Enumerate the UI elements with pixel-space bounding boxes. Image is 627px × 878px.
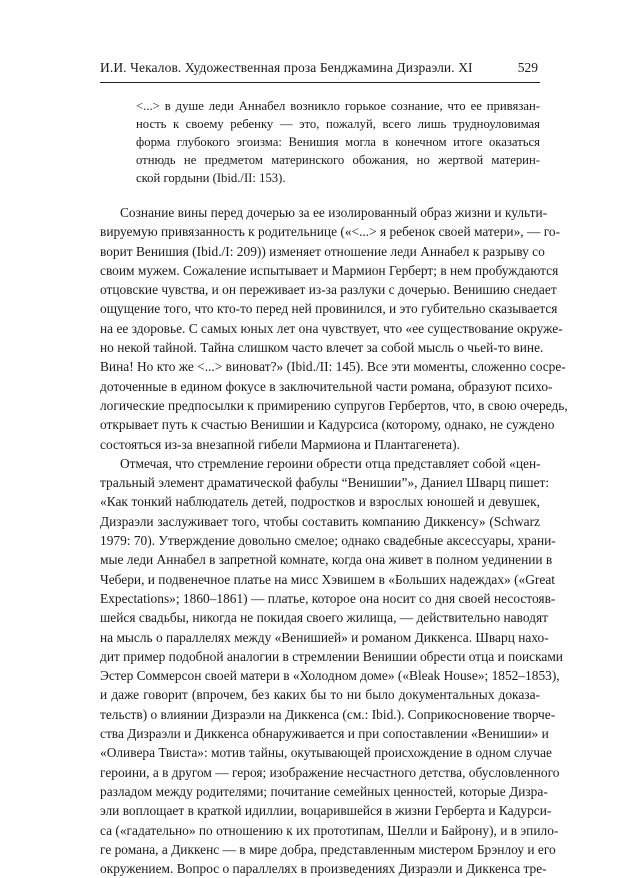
- running-title: И.И. Чекалов. Художественная проза Бенджамина Дизраэли. XI: [100, 60, 473, 75]
- text-line: отцовские чувства, и он переживает из-за разлуки с дочерью. Венишию снедает: [100, 282, 557, 298]
- text-line: Дизраэли заслуживает того, чтобы составить компанию Диккенсу» (Schwarz: [100, 513, 540, 529]
- text-line: Отмечая, что стремление героини обрести отца представляет собой «цен-: [120, 455, 541, 471]
- text-line: ощущение того, что кто-то перед ней провинился, и это губительно сказывается: [100, 301, 558, 317]
- header-rule: [100, 82, 540, 83]
- text-line: на ее здоровье. С самых юных лет она чувствует, что «ее существование окруже-: [100, 320, 563, 336]
- text-line: состояться из-за внезапной гибели Мармиона и Плантагенета).: [100, 436, 460, 452]
- text-line: открывает путь к счастью Венишии и Кадурсиса (которому, однако, не суждено: [100, 417, 555, 433]
- text-line: ность к своему ребенку — это, пожалуй, всего лишь трудноуловимая: [136, 117, 540, 131]
- text-line: героини, а в другом — героя; изображение несчастного детства, обусловленного: [100, 764, 560, 780]
- running-head: [100, 58, 538, 78]
- text-line: «Как тонкий наблюдатель детей, подростков и взрослых юношей и девушек,: [100, 494, 540, 510]
- text-line: са («гадательно» по отношению к их прототипам, Шелли и Байрону), и в эпило-: [100, 822, 559, 838]
- text-line: ской гордыни (Ibid./II: 153).: [136, 171, 286, 185]
- text-line: и даже говорит (впрочем, без каких бы то ни было документальных доказа-: [100, 687, 540, 703]
- text-line: на мысль о параллелях между «Венишией» и романом Диккенса. Шварц нахо-: [100, 629, 549, 645]
- text-line: вируемую привязанность к родительнице («<...> я ребенок своей матери», — го-: [100, 224, 561, 240]
- block-quote: [136, 97, 540, 187]
- body-text: [100, 97, 568, 878]
- text-line: тельств) о влиянии Дизраэли на Диккенса (см.: Ibid.). Соприкосновение творче-: [100, 706, 556, 722]
- text-line: ворит Венишия (Ibid./I: 209)) изменяет отношение леди Аннабел к разрыву со: [100, 243, 545, 259]
- text-line: своим мужем. Сожаление испытывает и Мармион Герберт; в нем пробуждаются: [100, 262, 559, 278]
- text-line: Чебери, и подвенечное платье на мисс Хэвишем в «Больших надеждах» («Great: [100, 571, 555, 587]
- text-line: доточенные в едином фокусе в заключительной части романа, образуют психо-: [100, 378, 553, 394]
- text-line: отнюдь не предметом материнского обожания, но жертвой материн-: [136, 153, 540, 167]
- text-line: шейся свадьбы, никогда не покидая своего жилища, — действительно наводят: [100, 610, 548, 626]
- paragraph-1: [100, 203, 568, 454]
- text-line: разладом между родителями; почитание семейных ценностей, которые Дизра-: [100, 783, 548, 799]
- text-line: «Оливера Твиста»: мотив тайны, окутывающей происхождение в одном случае: [100, 745, 552, 761]
- text-line: Сознание вины перед дочерью за ее изолированный образ жизни и культи-: [120, 205, 548, 220]
- text-line: мые леди Аннабел в запретной комнате, когда она живет в полном уединении в: [100, 552, 553, 568]
- text-line: Вина! Но кто же <...> виноват?» (Ibid./II: 145). Все эти моменты, сложенно сосре-: [100, 359, 566, 375]
- page-number: 529: [517, 60, 538, 75]
- paragraph-2: [100, 454, 563, 878]
- text-line: 1979: 70). Утверждение довольно смелое; однако свадебные аксессуары, храни-: [100, 533, 556, 549]
- text-line: дит пример подобной аналогии в стремлении Венишии обрести отца и поисками: [100, 648, 563, 664]
- text-line: эли воплощает в краткой идиллии, воцарившейся в жизни Герберта и Кадурси-: [100, 803, 552, 819]
- text-line: ства Дизраэли и Диккенса обнаруживается и при сопоставлении «Венишии» и: [100, 726, 549, 742]
- text-line: ге романа, а Диккенс — в мире добра, представленным мистером Брэнлоу и его: [100, 841, 556, 857]
- text-line: Эстер Соммерсон своей матери в «Холодном доме» («Bleak House»; 1852–1853),: [100, 668, 560, 684]
- text-line: <...> в душе леди Аннабел возникло горькое сознание, что ее привязан-: [136, 99, 540, 113]
- text-line: Expectations»; 1860–1861) — платье, которое она носит со дня своей несостояв-: [100, 590, 556, 606]
- text-line: окружением. Вопрос о параллелях в произведениях Дизраэли и Диккенса тре-: [100, 861, 547, 877]
- text-line: форма глубокого эгоизма: Венишия могла в конечном итоге оказаться: [136, 135, 540, 149]
- text-line: но некой тайной. Тайна слишком часто влечет за собой мысль о чьей-то вине.: [100, 340, 544, 356]
- text-line: тральный элемент драматической фабулы “Венишии”», Даниел Шварц пишет:: [100, 475, 550, 491]
- text-line: логические предпосылки к примирению супругов Гербертов, что, в свою очередь,: [100, 397, 568, 413]
